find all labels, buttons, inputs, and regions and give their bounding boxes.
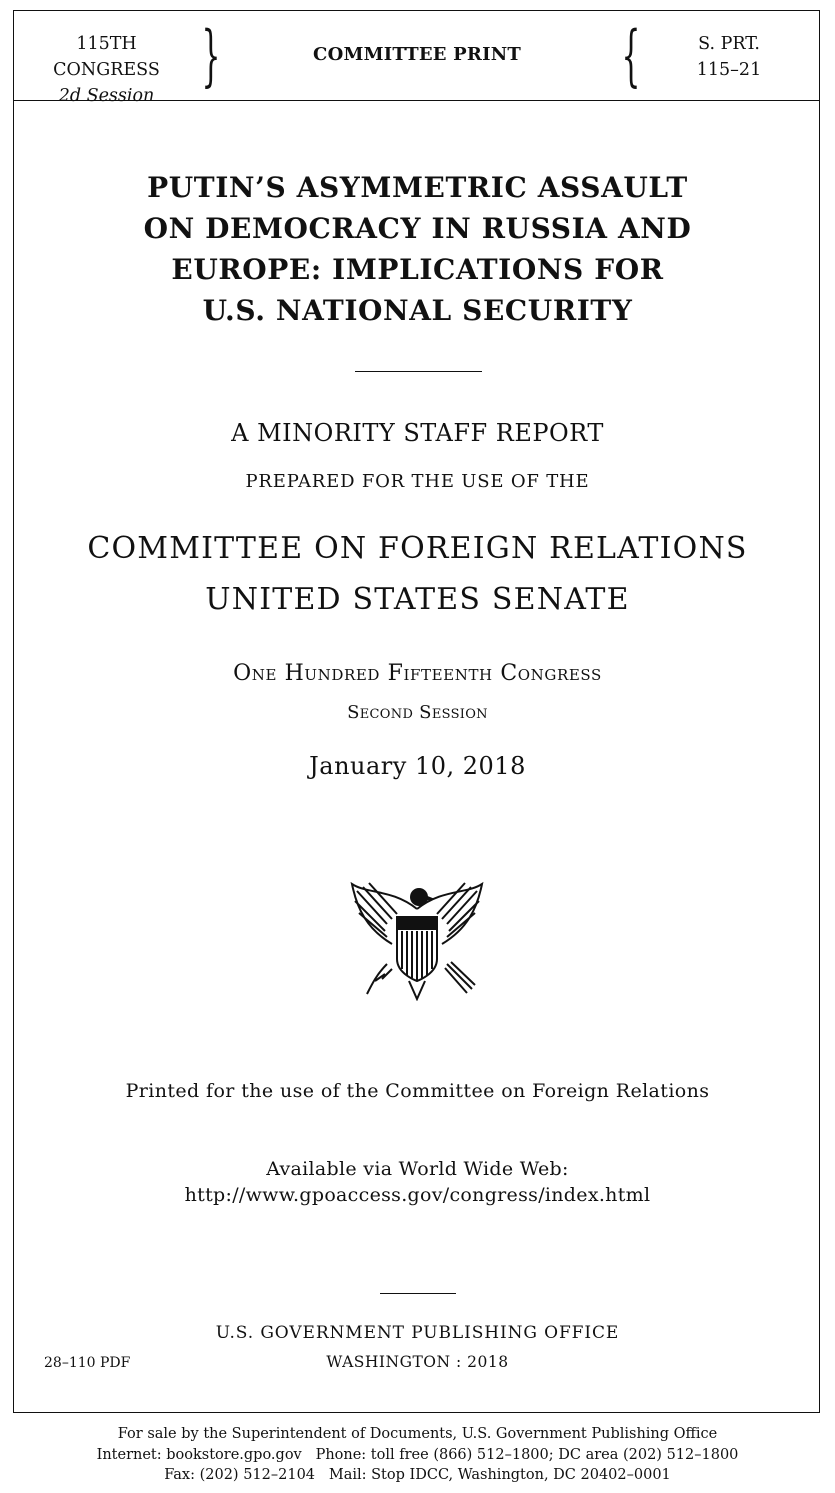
title-line: U.S. NATIONAL SECURITY <box>202 294 633 327</box>
print-number-block <box>654 31 804 83</box>
committee-line: COMMITTEE ON FOREIGN RELATIONS <box>87 531 748 566</box>
document-number: 28–110 PDF <box>44 1355 131 1371</box>
availability-url: http://www.gpoaccess.gov/congress/index.html <box>184 1184 651 1206</box>
committee-line: UNITED STATES SENATE <box>205 582 630 617</box>
footer-line: Internet: bookstore.gpo.gov Phone: toll free (866) 512–1800; DC area (202) 512–1800 <box>96 1446 739 1463</box>
report-date: January 10, 2018 <box>309 752 526 780</box>
document-title <box>14 167 821 331</box>
availability-label: Available via World Wide Web: <box>266 1158 569 1180</box>
title-divider <box>355 371 482 372</box>
congress-label: 115TH CONGRESS <box>53 34 160 80</box>
document-frame <box>13 10 820 1413</box>
prepared-for: PREPARED FOR THE USE OF THE <box>245 471 590 492</box>
footer-line: Fax: (202) 512–2104 Mail: Stop IDCC, Washington, DC 20402–0001 <box>164 1467 671 1483</box>
header-bar <box>14 11 819 106</box>
right-brace-icon: } <box>201 17 221 94</box>
session-full: Second Session <box>347 702 488 723</box>
session-label: 2d Session <box>58 86 155 106</box>
committee-name <box>14 523 821 625</box>
report-type: A MINORITY STAFF REPORT <box>231 419 604 447</box>
congress-session-block <box>24 31 189 109</box>
title-line: ON DEMOCRACY IN RUSSIA AND <box>143 212 692 245</box>
left-brace-icon: { <box>621 17 641 94</box>
publisher-place-year: WASHINGTON : 2018 <box>326 1353 509 1371</box>
availability-note <box>14 1156 821 1208</box>
eagle-seal-icon <box>347 869 487 1001</box>
print-number-label: 115–21 <box>696 60 762 80</box>
committee-print-label: COMMITTEE PRINT <box>313 44 521 65</box>
publisher-divider <box>380 1293 456 1294</box>
title-line: PUTIN’S ASYMMETRIC ASSAULT <box>147 171 688 204</box>
congress-full: One Hundred Fifteenth Congress <box>233 661 602 686</box>
publisher-office: U.S. GOVERNMENT PUBLISHING OFFICE <box>215 1323 620 1343</box>
print-type-label: S. PRT. <box>698 34 760 54</box>
title-line: EUROPE: IMPLICATIONS FOR <box>171 253 664 286</box>
sales-footer <box>0 1424 835 1486</box>
printed-for-note: Printed for the use of the Committee on Foreign Relations <box>125 1080 710 1102</box>
footer-line: For sale by the Superintendent of Documents, U.S. Government Publishing Office <box>117 1426 718 1442</box>
